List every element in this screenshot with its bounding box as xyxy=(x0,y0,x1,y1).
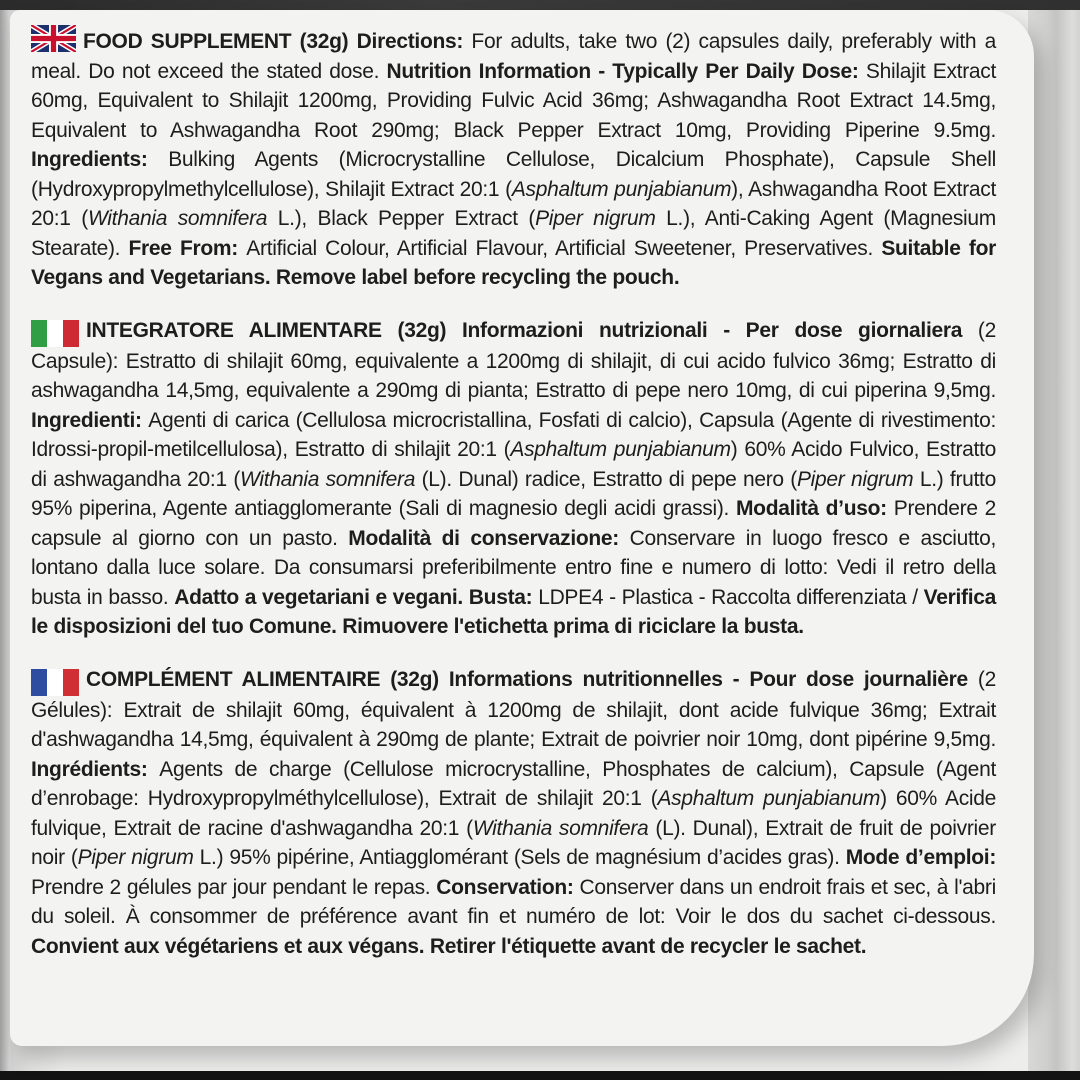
pouch-background-right xyxy=(1028,10,1080,1071)
section-french xyxy=(31,665,996,962)
label-panel xyxy=(10,10,1034,1046)
english-label-text: FOOD SUPPLEMENT (32g) Directions: For adults, take two (2) capsules daily, preferably with a meal. Do not exceed the stated dose. Nutrition Information - Typically Per Daily Dose: Shilajit Extract 60mg, Equivalent to Shilajit 1200mg, Providing Fulvic Acid 36mg; Ashwagandha Root Extract 14.5mg, Equivalent to Ashwagandha Root 290mg; Black Pepper Extract 10mg, Providing Piperine 9.5mg. Ingredients: Bulking Agents (Microcrystalline Cellulose, Dicalcium Phosphate), Capsule Shell (Hydroxypropylmethylcellulose), Shilajit Extract 20:1 (Asphaltum punjabianum), Ashwagandha Root Extract 20:1 (Withania somnifera L.), Black Pepper Extract (Piper nigrum L.), Anti-Caking Agent (Magnesium Stearate). Free From: Artificial Colour, Artificial Flavour, Artificial Sweetener, Preservatives. Suitable for Vegans and Vegetarians. Remove label before recycling the pouch. xyxy=(31,30,997,289)
photo-edge-bottom xyxy=(0,1071,1080,1080)
italian-label-text: INTEGRATORE ALIMENTARE (32g) Informazioni nutrizionali - Per dose giornaliera (2 Capsule): Estratto di shilajit 60mg, equivalente a 1200mg di shilajit, di cui acido fulvico 36mg; Estratto di ashwagandha 14,5mg, equivalente a 290mg di pianta; Estratto di pepe nero 10mg, di cui piperina 9,5mg. Ingredienti: Agenti di carica (Cellulosa microcristallina, Fosfati di calcio), Capsula (Agente di rivestimento: Idrossi-propil-metilcellulosa), Estratto di shilajit 20:1 (Asphaltum punjabianum) 60% Acido Fulvico, Estratto di ashwagandha 20:1 (Withania somnifera (L). Dunal) radice, Estratto di pepe nero (Piper nigrum L.) frutto 95% piperina, Agente antiagglomerante (Sali di magnesio degli acidi grassi). Modalità d’uso: Prendere 2 capsule al giorno con un pasto. Modalità di conservazione: Conservare in luogo fresco e asciutto, lontano dalla luce solare. Da consumarsi preferibilmente entro fine e numero di lotto: Vedi il retro della busta in basso. Adatto a vegetariani e vegani. Busta: LDPE4 - Plastica - Raccolta differenziata / Verifica le disposizioni del tuo Comune. Rimuovere l'etichetta prima di riciclare la busta. xyxy=(31,318,997,638)
photo-edge-top xyxy=(0,0,1080,10)
section-english xyxy=(31,25,996,293)
italy-flag-icon xyxy=(31,320,79,347)
french-label-text: COMPLÉMENT ALIMENTAIRE (32g) Informations nutritionnelles - Pour dose journalière (2 Gélules): Extrait de shilajit 60mg, équivalent à 1200mg de shilajit, dont acide fulvique 36mg; Extrait d'ashwagandha 14,5mg, équivalent à 290mg de plante; Extrait de poivrier noir 10mg, dont pipérine 9,5mg. Ingrédients: Agents de charge (Cellulose microcrystalline, Phosphates de calcium), Capsule (Agent d’enrobage: Hydroxypropylméthylcellulose), Extrait de shilajit 20:1 (Asphaltum punjabianum) 60% Acide fulvique, Extrait de racine d'ashwagandha 20:1 (Withania somnifera (L). Dunal), Extrait de fruit de poivrier noir (Piper nigrum L.) 95% pipérine, Antiagglomérant (Sels de magnésium d’acides gras). Mode d’emploi: Prendre 2 gélules par jour pendant le repas. Conservation: Conserver dans un endroit frais et sec, à l'abri du soleil. À consommer de préférence avant fin et numéro de lot: Voir le dos du sachet ci-dessous. Convient aux végétariens et aux végans. Retirer l'étiquette avant de recycler le sachet. xyxy=(31,667,997,958)
pouch-edge-left xyxy=(0,0,10,1080)
france-flag-icon xyxy=(31,669,79,696)
section-italian xyxy=(31,316,996,642)
uk-flag-icon xyxy=(31,25,76,52)
